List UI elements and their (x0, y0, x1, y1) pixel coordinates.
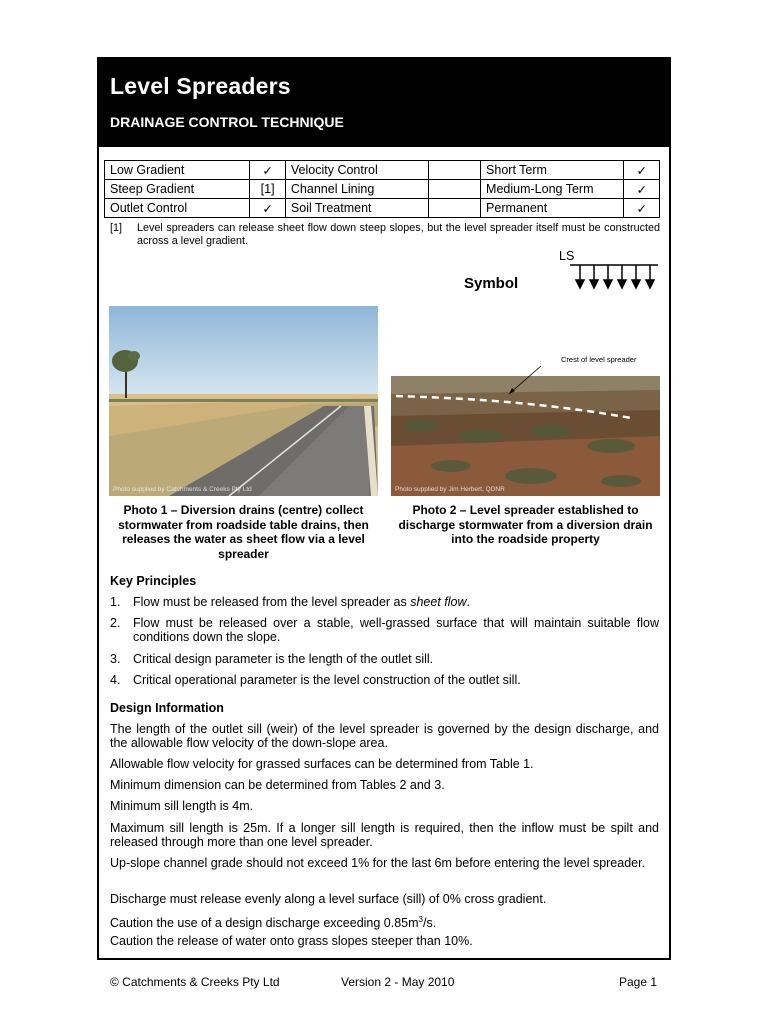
design-information-heading: Design Information (110, 701, 224, 715)
list-item (110, 652, 659, 666)
list-number: 2. (110, 616, 121, 630)
design-paragraph: The length of the outlet sill (weir) of the level spreader is governed by the design discharge, and the allowable flow velocity of the down-slope area. (110, 722, 659, 750)
list-item (110, 616, 659, 644)
table-row (105, 199, 660, 218)
table-footnote (110, 222, 660, 247)
table-cell (429, 199, 481, 218)
list-text: Flow must be released from the level spreader as sheet flow. (133, 595, 470, 609)
table-row (105, 161, 660, 180)
attributes-table (104, 160, 660, 218)
photo-2-caption: Photo 2 – Level spreader established to discharge stormwater from a diversion drain into the roadside property (398, 503, 653, 546)
list-number: 4. (110, 673, 121, 687)
table-cell: Channel Lining (285, 180, 428, 199)
table-cell (429, 180, 481, 199)
table-cell: Permanent (481, 199, 624, 218)
list-text: Critical design parameter is the length of the outlet sill. (133, 652, 434, 666)
list-item (110, 673, 659, 687)
table-cell (429, 161, 481, 180)
photo-1 (109, 306, 378, 496)
table-cell: Outlet Control (105, 199, 250, 218)
footnote-text: Level spreaders can release sheet flow down steep slopes, but the level spreader itself must be constructed across a level gradient. (137, 222, 660, 247)
photo-credit: Photo supplied by Catchments & Creeks Pty Ltd (113, 486, 252, 493)
design-paragraph: Maximum sill length is 25m. If a longer sill length is required, then the inflow must be spilt and released through more than one level spreader. (110, 821, 659, 849)
table-row (105, 180, 660, 199)
photo-annotation: Crest of level spreader (561, 355, 637, 364)
design-paragraph: Minimum sill length is 4m. (110, 799, 254, 813)
design-paragraph: Allowable flow velocity for grassed surfaces can be determined from Table 1. (110, 757, 534, 771)
table-cell: Low Gradient (105, 161, 250, 180)
table-cell: Short Term (481, 161, 624, 180)
design-paragraph-discharge: Caution the use of a design discharge exceeding $0.85m^3/s$. (110, 915, 437, 931)
check-icon: ✓ (250, 161, 286, 180)
page-header (99, 59, 669, 147)
check-icon: ✓ (624, 180, 660, 199)
table-cell: Medium-Long Term (481, 180, 624, 199)
table-cell: Soil Treatment (285, 199, 428, 218)
check-icon: ✓ (250, 199, 286, 218)
level-spreader-symbol-icon (570, 263, 660, 291)
table-cell: [1] (250, 180, 286, 199)
table-cell: Velocity Control (285, 161, 428, 180)
check-icon: ✓ (624, 199, 660, 218)
list-number: 1. (110, 595, 121, 609)
photo-credit: Photo supplied by Jim Herbert, QDNR (395, 486, 505, 493)
photo-2 (391, 306, 660, 496)
list-item (110, 595, 659, 609)
design-paragraph: Minimum dimension can be determined from Tables 2 and 3. (110, 778, 445, 792)
design-paragraph: Caution the release of water onto grass slopes steeper than 10%. (110, 934, 473, 948)
list-text: Critical operational parameter is the level construction of the outlet sill. (133, 673, 521, 687)
footer-page-number: Page 1 (619, 975, 658, 989)
footer-copyright: © Catchments & Creeks Pty Ltd (110, 975, 280, 989)
photo-1-caption: Photo 1 – Diversion drains (centre) collect stormwater from roadside table drains, then releases the water as sheet flow via a level spreader (118, 503, 369, 561)
table-cell: Steep Gradient (105, 180, 250, 199)
footnote-ref: [1] (110, 222, 123, 234)
design-paragraph: Up-slope channel grade should not exceed 1% for the last 6m before entering the level spreader. (110, 856, 646, 870)
check-icon: ✓ (624, 161, 660, 180)
design-paragraph: Discharge must release evenly along a level surface (sill) of 0% cross gradient. (110, 892, 547, 906)
footer-version: Version 2 - May 2010 (341, 975, 455, 989)
list-text: Flow must be released over a stable, well-grassed surface that will maintain suitable flow conditions down the slope. (133, 616, 659, 644)
page-title: Level Spreaders (110, 73, 291, 99)
page-subtitle: DRAINAGE CONTROL TECHNIQUE (110, 114, 344, 130)
symbol-code: LS (559, 249, 575, 263)
key-principles-heading: Key Principles (110, 574, 197, 588)
symbol-label: Symbol (464, 275, 519, 292)
list-number: 3. (110, 652, 121, 666)
